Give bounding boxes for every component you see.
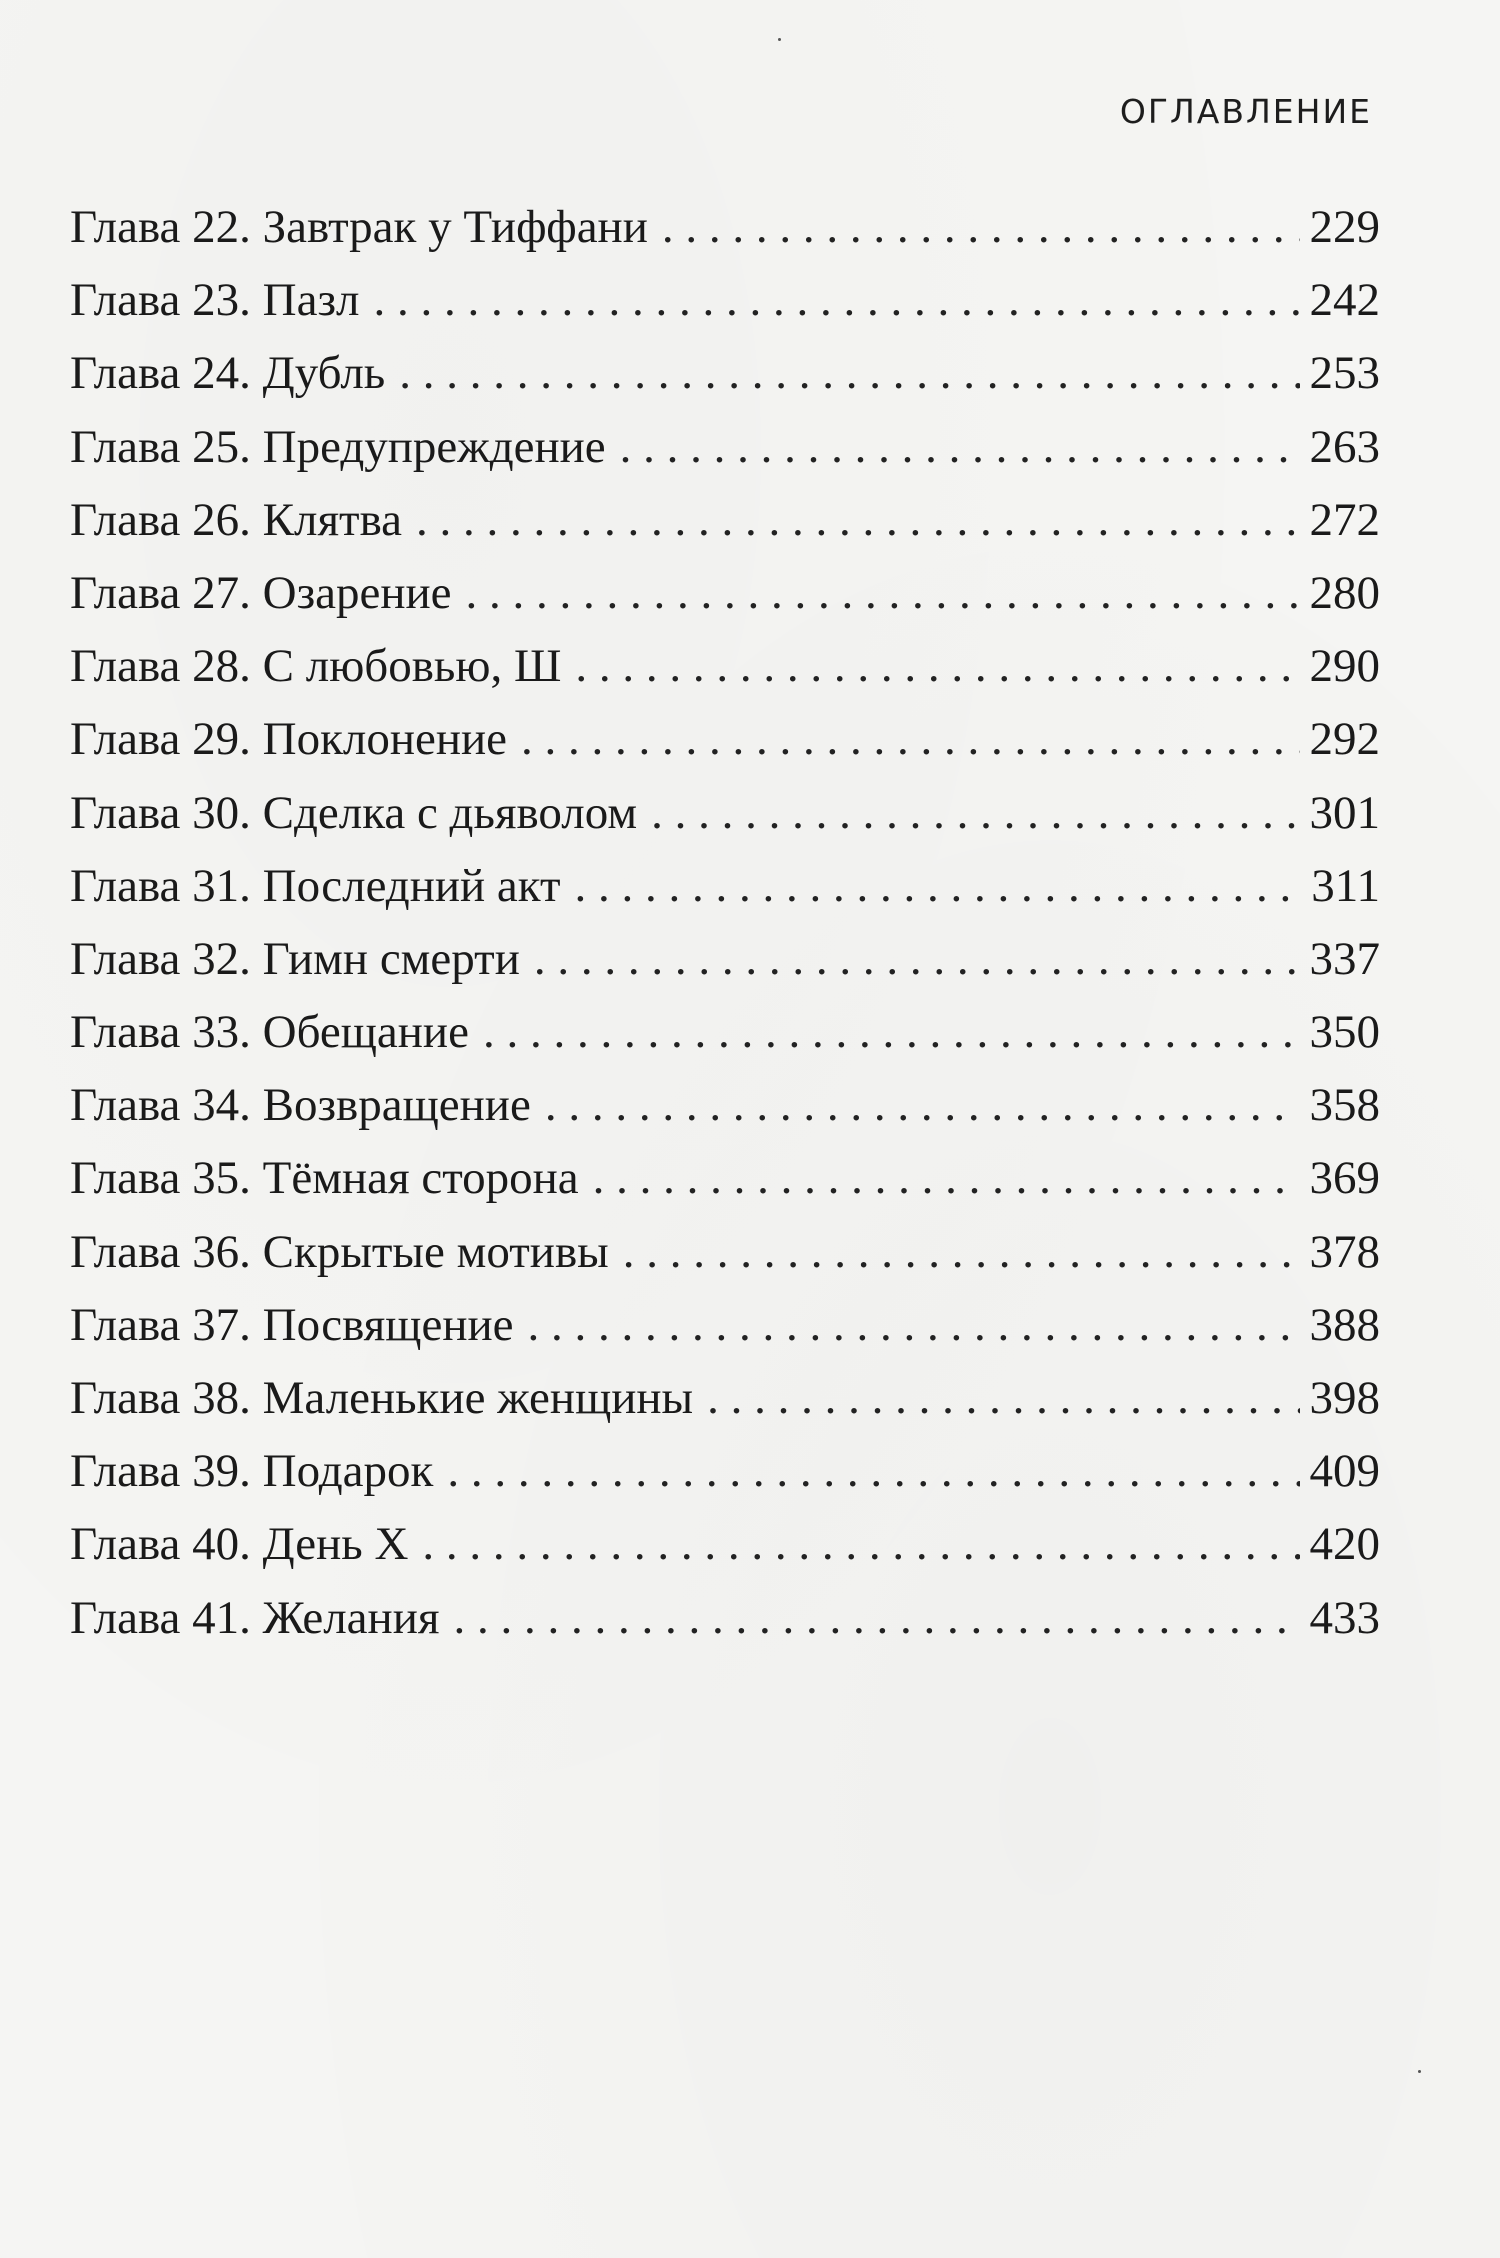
toc-leader-dots xyxy=(416,493,1299,547)
toc-entry xyxy=(70,639,1380,712)
toc-entry xyxy=(70,566,1380,639)
toc-leader-dots xyxy=(545,1078,1300,1132)
toc-entry-page: 292 xyxy=(1309,713,1380,766)
toc-entry-page: 358 xyxy=(1309,1079,1380,1132)
toc-leader-dots xyxy=(651,786,1299,840)
toc-entry-title: Глава 36. Скрытые мотивы xyxy=(70,1225,609,1278)
toc-leader-dots xyxy=(575,639,1299,693)
toc-entry-page: 229 xyxy=(1309,201,1380,253)
toc-entry xyxy=(70,1078,1380,1151)
toc-leader-dots xyxy=(453,1591,1299,1645)
toc-entry xyxy=(70,1225,1380,1298)
toc-entry-title: Глава 28. С любовью, Ш xyxy=(70,640,562,693)
toc-entry-title: Глава 39. Подарок xyxy=(70,1445,434,1498)
toc-entry-page: 388 xyxy=(1309,1298,1380,1351)
toc-entry-title: Глава 33. Обещание xyxy=(70,1006,469,1059)
toc-entry-page: 398 xyxy=(1309,1372,1380,1424)
toc-entry-title: Глава 35. Тёмная сторона xyxy=(70,1152,579,1205)
toc-entry xyxy=(70,200,1380,273)
page-header: ОГЛАВЛЕНИЕ xyxy=(1119,92,1372,131)
toc-leader-dots xyxy=(528,1298,1300,1352)
toc-leader-dots xyxy=(662,200,1300,254)
toc-entry-title: Глава 23. Пазл xyxy=(70,274,360,327)
toc-leader-dots xyxy=(447,1444,1299,1498)
toc-entry-page: 369 xyxy=(1309,1152,1380,1205)
table-of-contents xyxy=(70,200,1380,1664)
toc-entry xyxy=(70,1517,1380,1590)
toc-entry-page: 272 xyxy=(1309,493,1380,546)
toc-entry-page: 301 xyxy=(1309,786,1380,839)
toc-entry-page: 378 xyxy=(1309,1225,1380,1278)
toc-leader-dots xyxy=(623,1225,1300,1279)
toc-leader-dots xyxy=(373,273,1299,327)
toc-entry-title: Глава 26. Клятва xyxy=(70,493,403,546)
toc-entry-page: 350 xyxy=(1309,1006,1380,1059)
toc-entry xyxy=(70,346,1380,419)
toc-entry xyxy=(70,420,1380,493)
toc-leader-dots xyxy=(534,932,1300,986)
toc-entry-title: Глава 40. День Х xyxy=(70,1518,409,1571)
toc-leader-dots xyxy=(422,1517,1299,1571)
toc-entry xyxy=(70,932,1380,1005)
toc-leader-dots xyxy=(466,566,1300,620)
toc-entry-page: 420 xyxy=(1309,1518,1380,1571)
toc-leader-dots xyxy=(593,1151,1300,1205)
toc-entry-title: Глава 24. Дубль xyxy=(70,347,386,400)
paper-speck xyxy=(1418,2070,1421,2073)
toc-entry xyxy=(70,859,1380,932)
toc-entry xyxy=(70,1444,1380,1517)
toc-entry-title: Глава 38. Маленькие женщины xyxy=(70,1372,694,1424)
toc-entry-page: 337 xyxy=(1309,932,1380,985)
toc-entry-title: Глава 25. Предупреждение xyxy=(70,420,606,473)
toc-entry-title: Глава 37. Посвящение xyxy=(70,1298,514,1351)
toc-entry-page: 290 xyxy=(1309,640,1380,693)
toc-entry-title: Глава 29. Поклонение xyxy=(70,713,508,766)
toc-entry-title: Глава 31. Последний акт xyxy=(70,859,561,912)
toc-entry xyxy=(70,712,1380,785)
toc-leader-dots xyxy=(483,1005,1300,1059)
paper-speck xyxy=(778,38,781,41)
toc-leader-dots xyxy=(620,420,1300,474)
toc-entry xyxy=(70,1005,1380,1078)
toc-entry-title: Глава 32. Гимн смерти xyxy=(70,932,520,985)
toc-entry-page: 311 xyxy=(1311,859,1380,912)
toc-entry-title: Глава 22. Завтрак у Тиффани xyxy=(70,201,648,253)
toc-entry-title: Глава 34. Возвращение xyxy=(70,1079,531,1132)
toc-entry xyxy=(70,786,1380,859)
toc-entry xyxy=(70,1298,1380,1371)
toc-entry-page: 409 xyxy=(1309,1445,1380,1498)
toc-leader-dots xyxy=(521,712,1299,766)
toc-entry-page: 263 xyxy=(1309,420,1380,473)
toc-entry xyxy=(70,493,1380,566)
toc-entry-title: Глава 41. Желания xyxy=(70,1591,440,1644)
toc-leader-dots xyxy=(575,859,1302,913)
toc-entry-page: 253 xyxy=(1309,347,1380,400)
toc-entry xyxy=(70,1371,1380,1444)
toc-entry-title: Глава 27. Озарение xyxy=(70,566,452,619)
toc-entry-page: 280 xyxy=(1309,566,1380,619)
toc-entry-page: 242 xyxy=(1309,274,1380,327)
toc-leader-dots xyxy=(399,346,1299,400)
toc-entry-page: 433 xyxy=(1309,1591,1380,1644)
toc-entry xyxy=(70,273,1380,346)
toc-entry xyxy=(70,1151,1380,1224)
toc-leader-dots xyxy=(707,1371,1299,1425)
toc-entry xyxy=(70,1591,1380,1664)
toc-entry-title: Глава 30. Сделка с дьяволом xyxy=(70,786,638,839)
